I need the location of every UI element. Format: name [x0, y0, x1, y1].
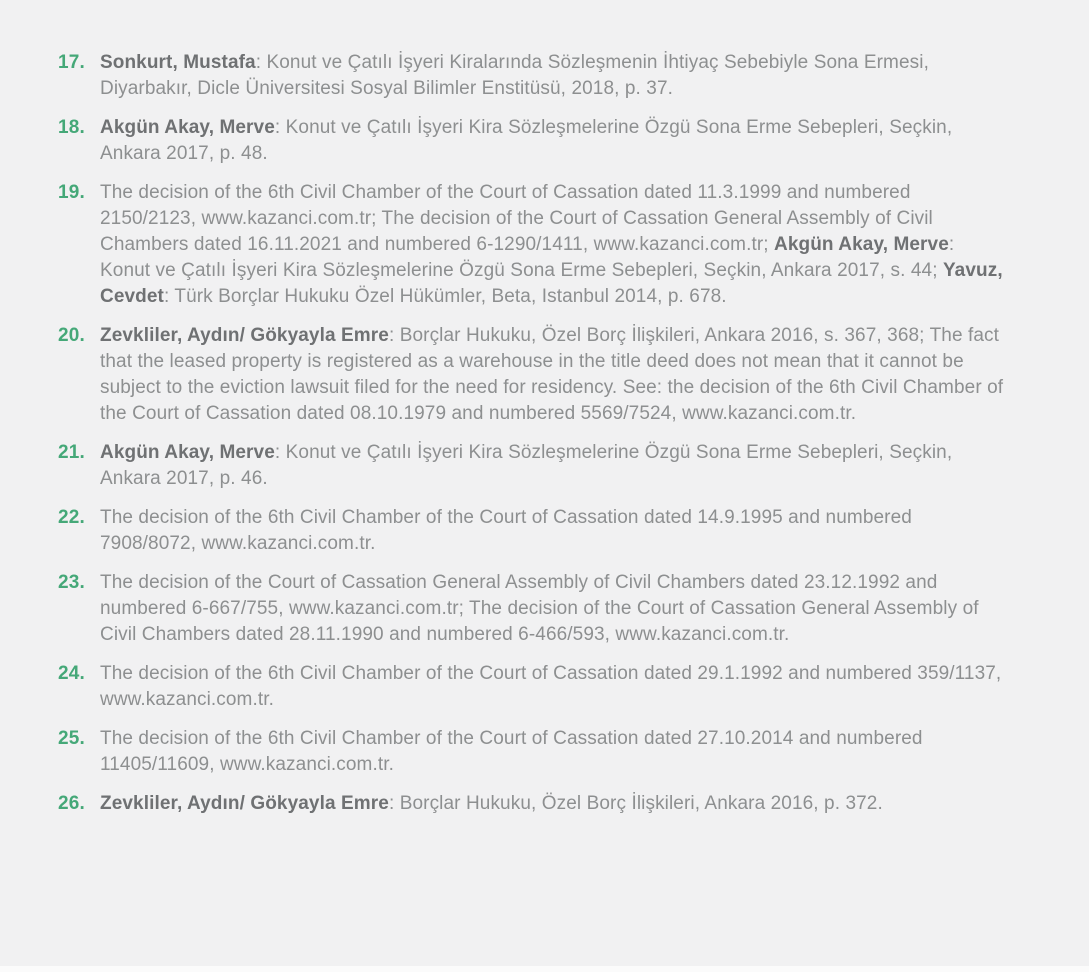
footnote-item	[58, 661, 1005, 713]
footnote-text	[100, 50, 1005, 102]
footnote-segment: The decision of the Court of Cassation General Assembly of Civil Chambers dated 23.12.1992 and numbered 6-667/755, www.kazanci.com.tr; The decision of the Court of Cassation General Assembly of Civil Chambers dated 28.11.1990 and numbered 6-466/593, www.kazanci.com.tr.	[100, 572, 979, 645]
footnote-author-bold: Zevkliler, Aydın/ Gökyayla Emre	[100, 325, 389, 346]
footnote-segment: : Konut ve Çatılı İşyeri Kira Sözleşmelerine Özgü Sona Erme Sebepleri, Seçkin, Ankara 2017, p. 48.	[100, 117, 953, 164]
footnote-number: 17.	[58, 52, 86, 73]
footnote-text	[100, 661, 1005, 713]
footnote-number: 25.	[58, 728, 86, 749]
footnote-number: 26.	[58, 793, 86, 814]
footnote-number: 18.	[58, 117, 86, 138]
footnote-text	[100, 726, 1005, 778]
footnote-segment: The decision of the 6th Civil Chamber of the Court of Cassation dated 29.1.1992 and numbered 359/1137, www.kazanci.com.tr.	[100, 663, 1002, 710]
footnote-segment: : Borçlar Hukuku, Özel Borç İlişkileri, Ankara 2016, s. 367, 368; The fact that the leased property is registered as a warehouse in the title deed does not mean that it cannot be subject to the eviction lawsuit filed for the need for residency. See: the decision of the 6th Civil Chamber of the Court of Cassation dated 08.10.1979 and numbered 5569/7524, www.kazanci.com.tr.	[100, 325, 1004, 424]
footnote-text	[100, 180, 1005, 310]
footnote-number: 22.	[58, 507, 86, 528]
footnote-segment: : Türk Borçlar Hukuku Özel Hükümler, Beta, Istanbul 2014, p. 678.	[163, 286, 727, 307]
footnote-item	[58, 50, 1005, 102]
footnote-item	[58, 440, 1005, 492]
footnote-text	[100, 791, 1005, 817]
footnote-number: 19.	[58, 182, 86, 203]
footnote-text	[100, 115, 1005, 167]
footnote-author-bold: Zevkliler, Aydın/ Gökyayla Emre	[100, 793, 389, 814]
footnote-number: 20.	[58, 325, 86, 346]
footnote-segment: : Konut ve Çatılı İşyeri Kiralarında Sözleşmenin İhtiyaç Sebebiyle Sona Ermesi, Diyarbakır, Dicle Üniversitesi Sosyal Bilimler Enstitüsü, 2018, p. 37.	[100, 52, 929, 99]
footnote-text	[100, 570, 1005, 648]
footnote-item	[58, 323, 1005, 427]
footnote-item	[58, 180, 1005, 310]
footnote-text	[100, 505, 1005, 557]
footnote-segment: The decision of the 6th Civil Chamber of the Court of Cassation dated 27.10.2014 and numbered 11405/11609, www.kazanci.com.tr.	[100, 728, 923, 775]
footnote-item	[58, 115, 1005, 167]
footnote-item	[58, 570, 1005, 648]
bottom-strip	[0, 966, 1089, 972]
footnote-item	[58, 505, 1005, 557]
footnote-segment: : Konut ve Çatılı İşyeri Kira Sözleşmelerine Özgü Sona Erme Sebepleri, Seçkin, Ankara 2017, p. 46.	[100, 442, 953, 489]
footnote-number: 24.	[58, 663, 86, 684]
footnote-text	[100, 440, 1005, 492]
footnote-item	[58, 791, 1005, 817]
footnote-segment: The decision of the 6th Civil Chamber of the Court of Cassation dated 11.3.1999 and numbered 2150/2123, www.kazanci.com.tr; The decision of the Court of Cassation General Assembly of Civil Chambers dated 16.11.2021 and numbered 6-1290/1411, www.kazanci.com.tr;	[100, 182, 933, 255]
footnote-segment: : Borçlar Hukuku, Özel Borç İlişkileri, Ankara 2016, p. 372.	[388, 793, 883, 814]
footnote-item	[58, 726, 1005, 778]
footnote-author-bold: Akgün Akay, Merve	[774, 234, 949, 255]
footnote-author-bold: Akgün Akay, Merve	[100, 117, 275, 138]
footnote-text	[100, 323, 1005, 427]
footnote-author-bold: Yavuz, Cevdet	[100, 260, 1003, 307]
footnote-author-bold: Akgün Akay, Merve	[100, 442, 275, 463]
footnote-number: 23.	[58, 572, 86, 593]
footnote-number: 21.	[58, 442, 86, 463]
footnote-list	[58, 50, 1005, 830]
footnote-segment: : Konut ve Çatılı İşyeri Kira Sözleşmelerine Özgü Sona Erme Sebepleri, Seçkin, Ankara 2017, s. 44;	[100, 234, 955, 281]
footnote-segment: The decision of the 6th Civil Chamber of the Court of Cassation dated 14.9.1995 and numbered 7908/8072, www.kazanci.com.tr.	[100, 507, 912, 554]
footnote-author-bold: Sonkurt, Mustafa	[100, 52, 256, 73]
